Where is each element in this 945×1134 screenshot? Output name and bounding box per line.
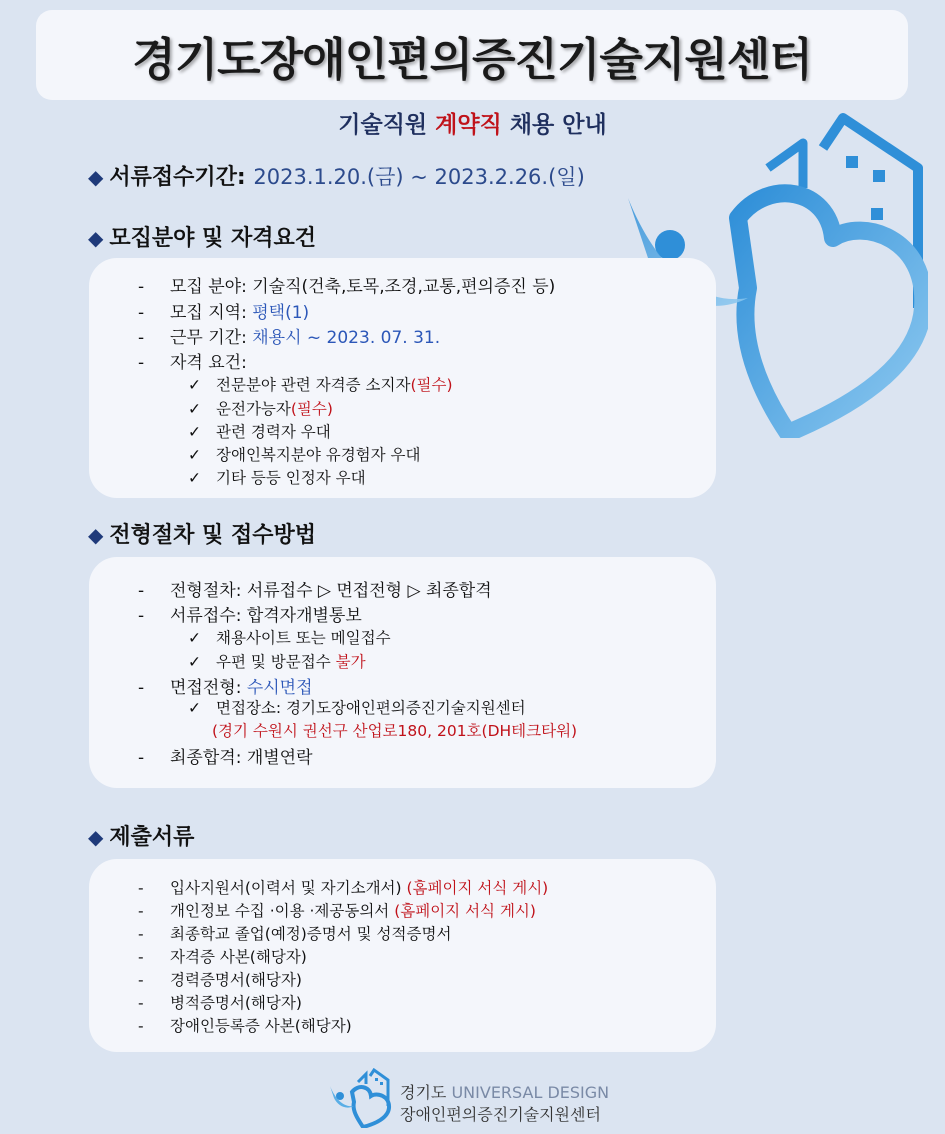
diamond-bullet-icon: ◆ (88, 165, 104, 189)
section-process-title: 전형절차 및 접수방법 (109, 523, 316, 548)
diamond-bullet-icon: ◆ (88, 523, 104, 547)
req-row: - 자격 요건: (138, 353, 247, 373)
subtitle-highlight: 계약직 (435, 112, 502, 138)
doc-item: - 개인정보 수집 ·이용 ·제공동의서 (홈페이지 서식 게시) (138, 902, 536, 920)
check-icon: ✓ (188, 653, 201, 671)
doc-item: - 최종학교 졸업(예정)증명서 및 성적증명서 (138, 925, 452, 943)
title-banner (36, 10, 908, 100)
check-item: ✓ 기타 등등 인정자 우대 (188, 469, 366, 487)
check-item: ✓ 우편 및 방문접수 불가 (188, 653, 366, 671)
interview-row: - 면접전형: 수시면접 (138, 678, 313, 698)
doc-item: - 입사지원서(이력서 및 자기소개서) (홈페이지 서식 게시) (138, 879, 549, 897)
section-docs-heading (88, 820, 194, 851)
section-process-heading (88, 518, 316, 549)
page-title: 경기도장애인편의증진기술지원센터 (132, 32, 812, 86)
address-text: (경기 수원시 권선구 산업로180, 201호(DH테크타워) (212, 722, 578, 740)
subtitle (0, 106, 945, 139)
footer-line2: 장애인편의증진기술지원센터 (400, 1105, 601, 1124)
diamond-bullet-icon: ◆ (88, 226, 104, 250)
footer-logo (330, 1066, 630, 1126)
check-item: ✓ 운전가능자(필수) (188, 400, 333, 418)
check-item: ✓ 전문분야 관련 자격증 소지자(필수) (188, 376, 453, 394)
final-row: - 최종합격: 개별연락 (138, 748, 313, 768)
section-recruit-title: 모집분야 및 자격요건 (109, 226, 316, 251)
doc-item: - 병적증명서(해당자) (138, 994, 302, 1012)
check-item: ✓ 장애인복지분야 유경험자 우대 (188, 446, 421, 464)
diamond-bullet-icon: ◆ (88, 825, 104, 849)
check-icon: ✓ (188, 699, 201, 717)
period-label: 서류접수기간: (109, 165, 246, 190)
period-heading (88, 160, 585, 191)
field-row: - 모집 분야: 기술직(건축,토목,조경,교통,편의증진 등) (138, 277, 556, 297)
check-item: ✓ 관련 경력자 우대 (188, 423, 331, 441)
doc-row: - 서류접수: 합격자개별통보 (138, 606, 362, 626)
check-icon: ✓ (188, 446, 201, 464)
period-value: 2023.1.20.(금) ~ 2023.2.26.(일) (253, 165, 585, 189)
section-docs-title: 제출서류 (109, 825, 195, 850)
check-icon: ✓ (188, 376, 201, 394)
doc-item: - 장애인등록증 사본(해당자) (138, 1017, 352, 1035)
process-row: - 전형절차: 서류접수 ▷ 면접전형 ▷ 최종합격 (138, 581, 492, 601)
check-icon: ✓ (188, 400, 201, 418)
region-row: - 모집 지역: 평택(1) (138, 303, 310, 323)
check-item: ✓ 채용사이트 또는 메일접수 (188, 629, 391, 647)
check-icon: ✓ (188, 423, 201, 441)
doc-item: - 경력증명서(해당자) (138, 971, 302, 989)
check-icon: ✓ (188, 469, 201, 487)
doc-item: - 자격증 사본(해당자) (138, 948, 307, 966)
subtitle-part1: 기술직원 (338, 112, 436, 138)
footer-logo-icon (330, 1068, 392, 1128)
footer-line1: 경기도 UNIVERSAL DESIGN (400, 1083, 610, 1102)
term-row: - 근무 기간: 채용시 ~ 2023. 07. 31. (138, 328, 441, 348)
check-icon: ✓ (188, 629, 201, 647)
subtitle-part3: 채용 안내 (501, 112, 607, 138)
section-recruit-heading (88, 221, 316, 252)
check-item: ✓ 면접장소: 경기도장애인편의증진기술지원센터 (188, 699, 526, 717)
